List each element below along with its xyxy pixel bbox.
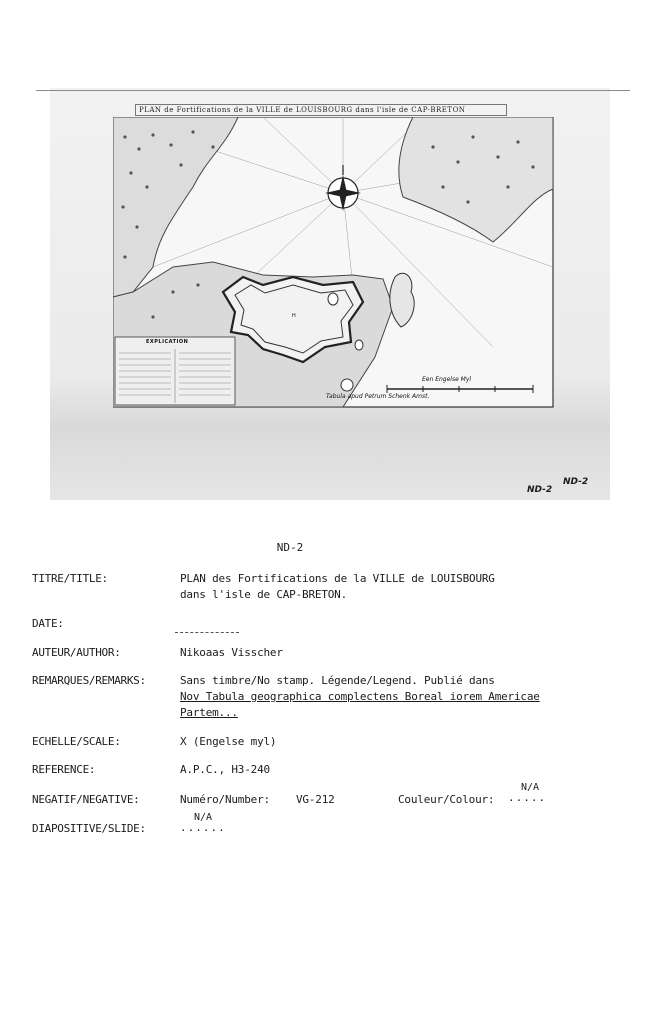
photo-top-rule bbox=[36, 90, 630, 91]
map-scale-caption: Een Engelse Myl bbox=[422, 376, 472, 383]
title-value-line2: dans l'isle de CAP-BRETON. bbox=[180, 588, 347, 601]
handwritten-note-a: ND-2 bbox=[563, 477, 589, 487]
remarks-line1: Sans timbre/No stamp. Légende/Legend. Publié dans bbox=[180, 674, 495, 687]
reference-label: REFERENCE: bbox=[32, 763, 96, 776]
slide-dots: ...... bbox=[180, 821, 226, 834]
slide-label: DIAPOSITIVE/SLIDE: bbox=[32, 822, 146, 835]
number-value: VG-212 bbox=[296, 793, 335, 806]
document-id: ND-2 bbox=[276, 541, 304, 554]
colour-value: N/A bbox=[521, 782, 540, 793]
scale-label: ECHELLE/SCALE: bbox=[32, 735, 121, 748]
slide-value: N/A bbox=[194, 812, 213, 823]
colour-dots: ..... bbox=[508, 791, 547, 804]
map-illustration bbox=[113, 117, 555, 409]
author-label: AUTEUR/AUTHOR: bbox=[32, 646, 121, 659]
title-value-line1: PLAN des Fortifications de la VILLE de LOUISBOURG bbox=[180, 572, 495, 585]
date-label: DATE: bbox=[32, 617, 64, 630]
map-publisher-caption: Tabula apud Petrum Schenk Amst. bbox=[326, 393, 430, 400]
author-value: Nikoaas Visscher bbox=[180, 646, 283, 659]
map-letter-h: H bbox=[292, 313, 296, 319]
title-label: TITRE/TITLE: bbox=[32, 572, 108, 585]
number-label: Numéro/Number: bbox=[180, 793, 270, 806]
reference-value: A.P.C., H3-240 bbox=[180, 763, 270, 776]
handwritten-note-b: ND-2 bbox=[527, 485, 553, 495]
colour-label: Couleur/Colour: bbox=[398, 793, 495, 806]
remarks-line3: Partem... bbox=[180, 706, 238, 719]
remarks-line2: Nov Tabula geographica complectens Boreal iorem Americae bbox=[180, 690, 540, 703]
map-title: PLAN de Fortifications de la VILLE de LOUISBOURG dans l'isle de CAP-BRETON bbox=[135, 104, 507, 116]
map-legend-heading: EXPLICATION bbox=[146, 339, 189, 345]
scale-value: X (Engelse myl) bbox=[180, 735, 277, 748]
date-blank bbox=[175, 620, 239, 633]
negative-label: NEGATIF/NEGATIVE: bbox=[32, 793, 140, 806]
remarks-label: REMARQUES/REMARKS: bbox=[32, 674, 146, 687]
